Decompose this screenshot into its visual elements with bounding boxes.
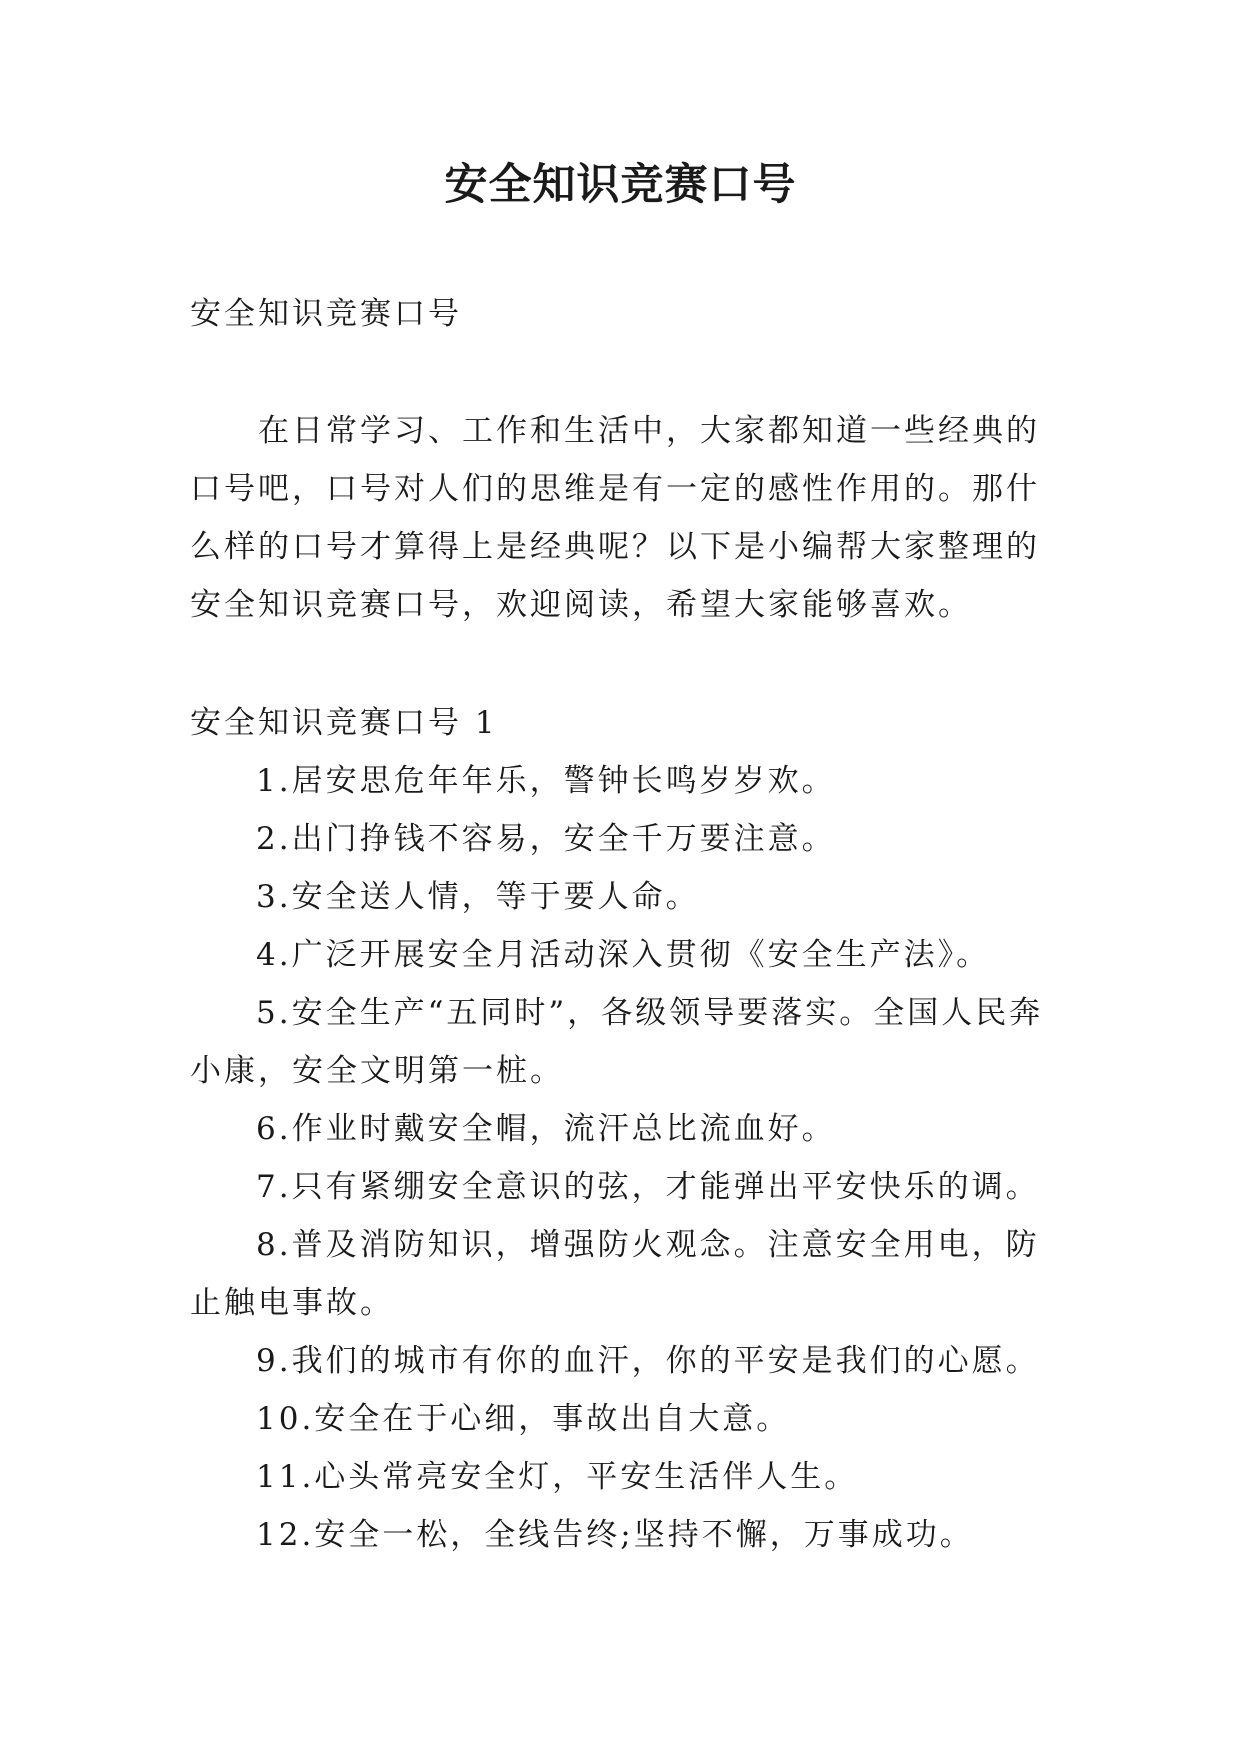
slogan-item: 8.普及消防知识，增强防火观念。注意安全用电，防止触电事故。 xyxy=(190,1227,1040,1321)
slogan-item: 10.安全在于心细，事故出自大意。 xyxy=(256,1401,791,1437)
intro-paragraph: 在日常学习、工作和生活中，大家都知道一些经典的口号吧，口号对人们的思维是有一定的感性作用的。那什么样的口号才算得上是经典呢？以下是小编帮大家整理的安全知识竞赛口号，欢迎阅读，希望大家能够喜欢。 xyxy=(190,413,1040,623)
slogan-item: 3.安全送人情，等于要人命。 xyxy=(256,879,700,915)
slogan-item: 9.我们的城市有你的血汗，你的平安是我们的心愿。 xyxy=(256,1343,1040,1379)
document-title: 安全知识竞赛口号 xyxy=(444,160,797,210)
slogan-item: 1.居安思危年年乐，警钟长鸣岁岁欢。 xyxy=(256,763,836,799)
slogan-item: 7.只有紧绷安全意识的弦，才能弹出平安快乐的调。 xyxy=(256,1169,1040,1205)
slogan-item: 12.安全一松，全线告终;坚持不懈，万事成功。 xyxy=(256,1517,974,1553)
slogan-item: 5.安全生产“五同时”，各级领导要落实。全国人民奔小康，安全文明第一桩。 xyxy=(190,995,1044,1089)
slogan-item: 11.心头常亮安全灯，平安生活伴人生。 xyxy=(256,1459,859,1495)
slogan-item: 2.出门挣钱不容易，安全千万要注意。 xyxy=(256,821,836,857)
section-heading: 安全知识竞赛口号 1 xyxy=(190,705,498,741)
slogan-item: 4.广泛开展安全月活动深入贯彻《安全生产法》。 xyxy=(256,937,991,973)
slogan-list xyxy=(190,752,1060,1564)
document-subtitle: 安全知识竞赛口号 xyxy=(190,296,462,332)
slogan-item: 6.作业时戴安全帽，流汗总比流血好。 xyxy=(256,1111,836,1147)
